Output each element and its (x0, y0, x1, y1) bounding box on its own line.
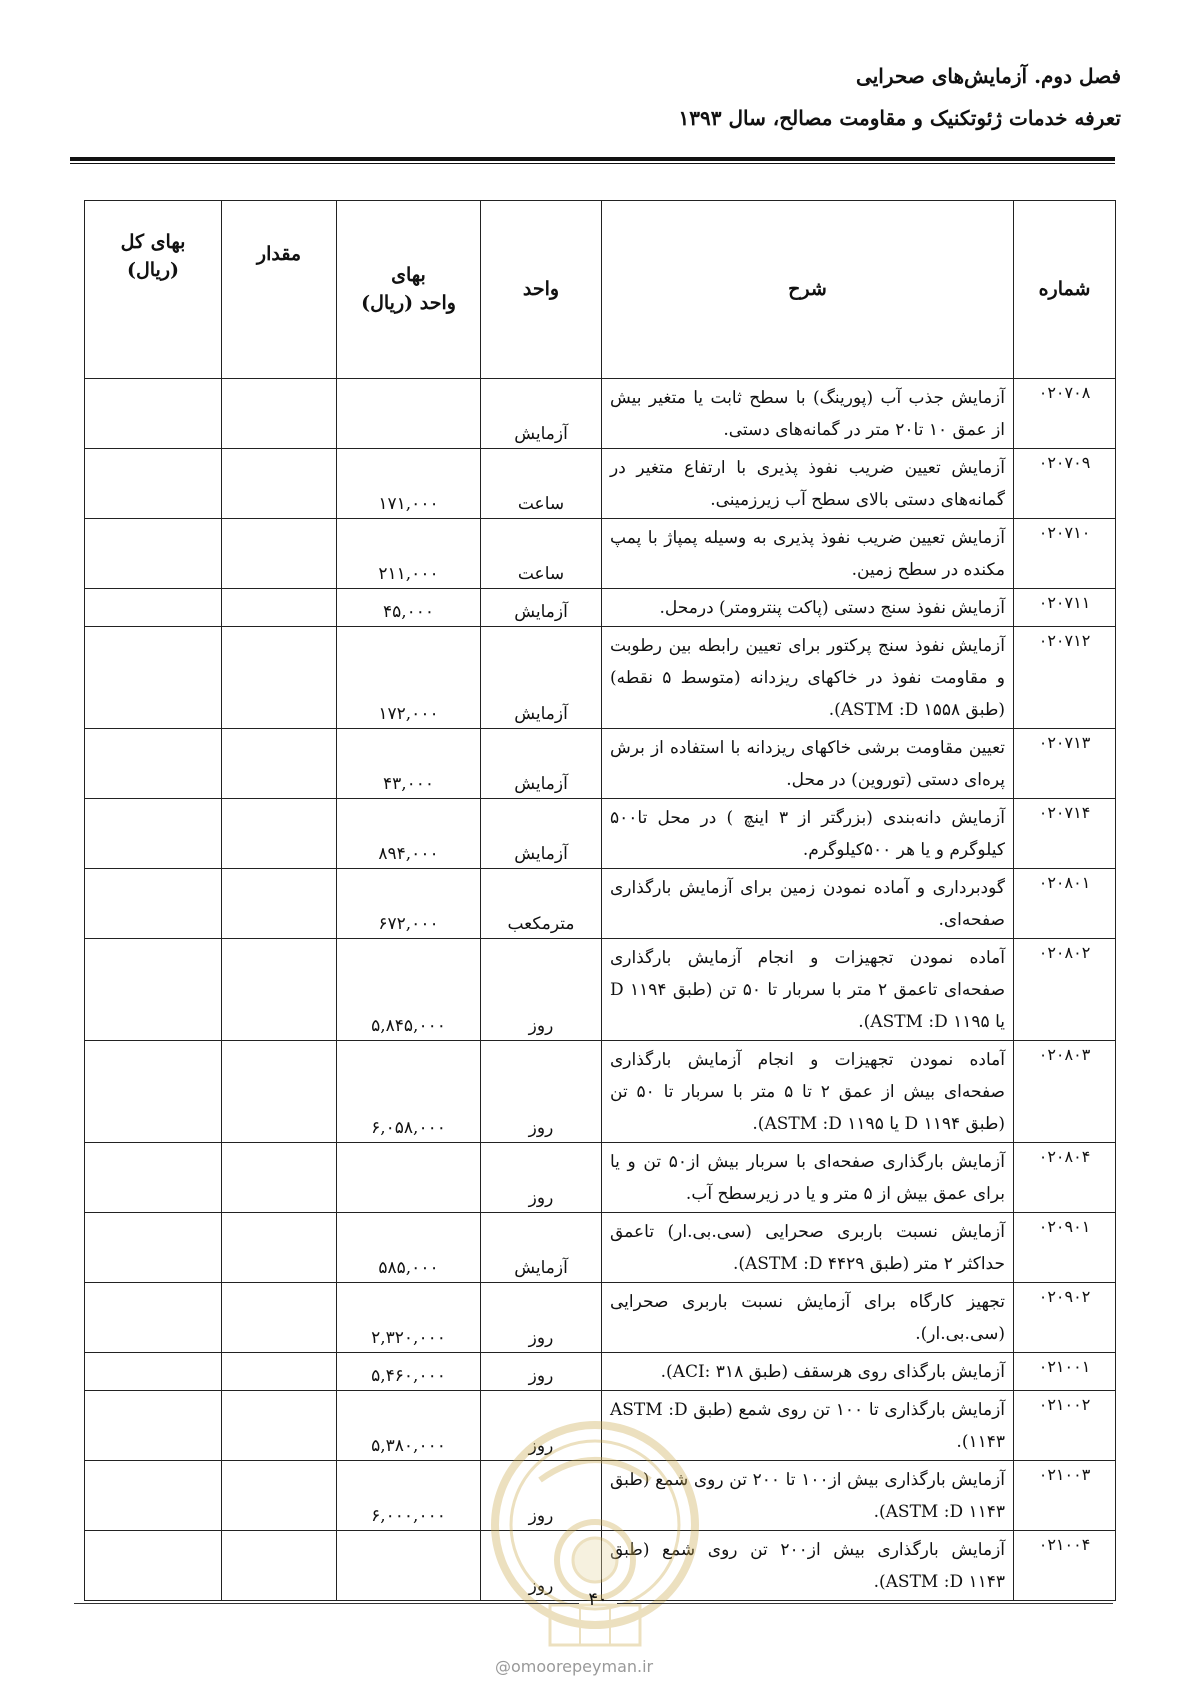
item-number: ۰۲۱۰۰۱ (1014, 1353, 1116, 1391)
item-number: ۰۲۰۷۱۳ (1014, 729, 1116, 799)
item-quantity (222, 799, 337, 869)
item-unit-price: ۵,۸۴۵,۰۰۰ (337, 939, 481, 1041)
item-unit-price (337, 1531, 481, 1601)
item-total (85, 1531, 222, 1601)
item-description: تجهیز کارگاه برای آزمایش نسبت باربری صحرایی (سی.بی.ار). (602, 1283, 1014, 1353)
item-number: ۰۲۱۰۰۲ (1014, 1391, 1116, 1461)
item-total (85, 799, 222, 869)
item-total (85, 519, 222, 589)
item-total (85, 1353, 222, 1391)
table-row (85, 1391, 1116, 1461)
item-unit-price: ۶,۰۰۰,۰۰۰ (337, 1461, 481, 1531)
table-row (85, 589, 1116, 627)
item-total (85, 1213, 222, 1283)
item-unit: آزمایش (481, 799, 602, 869)
item-quantity (222, 589, 337, 627)
item-unit-price (337, 1143, 481, 1213)
table-row (85, 799, 1116, 869)
table-row (85, 939, 1116, 1041)
item-total (85, 869, 222, 939)
item-unit: روز (481, 1283, 602, 1353)
item-description: آزمایش تعیین ضریب نفوذ پذیری با ارتفاع متغیر در گمانه‌های دستی بالای سطح آب زیرزمینی. (602, 449, 1014, 519)
item-quantity (222, 1041, 337, 1143)
item-unit-price: ۵,۴۶۰,۰۰۰ (337, 1353, 481, 1391)
item-description: آزمایش دانه‌بندی (بزرگتر از ۳ اینچ ) در محل تا۵۰۰ کیلوگرم و یا هر ۵۰۰کیلوگرم. (602, 799, 1014, 869)
table-row (85, 729, 1116, 799)
item-unit: روز (481, 1143, 602, 1213)
item-description: آزمایش نسبت باربری صحرایی (سی.بی.ار) تاعمق حداکثر ۲ متر (طبق ASTM :D ۴۴۲۹). (602, 1213, 1014, 1283)
item-unit: روز (481, 1353, 602, 1391)
item-quantity (222, 519, 337, 589)
item-description: آزمایش بارگذاری بیش از۲۰۰ تن روی شمع (طبق ASTM :D ۱۱۴۳). (602, 1531, 1014, 1601)
page-number: ۴۰ (588, 1589, 608, 1610)
item-description: گودبرداری و آماده نمودن زمین برای آزمایش بارگذاری صفحه‌ای. (602, 869, 1014, 939)
column-header-quantity: مقدار (222, 201, 337, 379)
item-number: ۰۲۰۷۱۴ (1014, 799, 1116, 869)
item-quantity (222, 1391, 337, 1461)
item-quantity (222, 1353, 337, 1391)
item-quantity (222, 627, 337, 729)
total-label-line1: بهای کل (120, 231, 186, 253)
column-header-number: شماره (1014, 201, 1116, 379)
table-row (85, 1461, 1116, 1531)
item-number: ۰۲۰۸۰۱ (1014, 869, 1116, 939)
item-unit-price: ۲۱۱,۰۰۰ (337, 519, 481, 589)
item-description: آزمایش بارگذاری بیش از۱۰۰ تا ۲۰۰ تن روی شمع (طبق ASTM :D ۱۱۴۳). (602, 1461, 1014, 1531)
item-total (85, 1041, 222, 1143)
item-unit-price: ۸۹۴,۰۰۰ (337, 799, 481, 869)
item-unit-price: ۵,۳۸۰,۰۰۰ (337, 1391, 481, 1461)
item-unit: آزمایش (481, 1213, 602, 1283)
item-description: آزمایش بارگذاری تا ۱۰۰ تن روی شمع (طبق ASTM :D ۱۱۴۳). (602, 1391, 1014, 1461)
item-quantity (222, 379, 337, 449)
item-unit: ساعت (481, 519, 602, 589)
table-row (85, 1353, 1116, 1391)
item-unit-price (337, 379, 481, 449)
item-quantity (222, 449, 337, 519)
item-quantity (222, 729, 337, 799)
item-number: ۰۲۰۸۰۲ (1014, 939, 1116, 1041)
item-quantity (222, 1531, 337, 1601)
footer-rule-left (74, 1603, 579, 1604)
item-unit-price: ۱۷۱,۰۰۰ (337, 449, 481, 519)
column-header-unit-price (337, 201, 481, 379)
item-unit: آزمایش (481, 379, 602, 449)
item-total (85, 1283, 222, 1353)
item-unit-price: ۶,۰۵۸,۰۰۰ (337, 1041, 481, 1143)
item-total (85, 627, 222, 729)
header-rule-thick (70, 157, 1115, 161)
item-quantity (222, 1461, 337, 1531)
item-number: ۰۲۰۷۱۰ (1014, 519, 1116, 589)
item-unit-price: ۴۵,۰۰۰ (337, 589, 481, 627)
document-title: تعرفه خدمات ژئوتکنیک و مقاومت مصالح، سال ۱۳۹۳ (678, 106, 1121, 130)
item-total (85, 729, 222, 799)
item-unit: آزمایش (481, 729, 602, 799)
table-row (85, 1283, 1116, 1353)
item-total (85, 449, 222, 519)
item-description: آزمایش بارگذاری صفحه‌ای با سربار بیش از۵۰ تن و یا برای عمق بیش از ۵ متر و یا در زیرسطح آب. (602, 1143, 1014, 1213)
item-description: آزمایش بارگذای روی هرسقف (طبق ACI: ۳۱۸). (602, 1353, 1014, 1391)
header-rule-thin (70, 163, 1115, 164)
item-description: آزمایش نفوذ سنج پرکتور برای تعیین رابطه بین رطوبت و مقاومت نفوذ در خاکهای ریزدانه (متوسط ۵ نقطه) (طبق ASTM :D ۱۵۵۸). (602, 627, 1014, 729)
unit-price-label-line2: واحد (ریال) (361, 291, 456, 314)
table-header-row (85, 201, 1116, 379)
item-unit-price: ۲,۳۲۰,۰۰۰ (337, 1283, 481, 1353)
item-unit-price: ۴۳,۰۰۰ (337, 729, 481, 799)
table-row (85, 519, 1116, 589)
table-row (85, 1143, 1116, 1213)
column-header-unit: واحد (481, 201, 602, 379)
item-number: ۰۲۱۰۰۳ (1014, 1461, 1116, 1531)
column-header-total (85, 201, 222, 379)
table-row (85, 379, 1116, 449)
item-total (85, 1143, 222, 1213)
item-total (85, 1391, 222, 1461)
item-description: آزمایش تعیین ضریب نفوذ پذیری به وسیله پمپاژ با پمپ مکنده در سطح زمین. (602, 519, 1014, 589)
item-quantity (222, 1213, 337, 1283)
item-quantity (222, 1283, 337, 1353)
table-row (85, 449, 1116, 519)
item-number: ۰۲۱۰۰۴ (1014, 1531, 1116, 1601)
column-header-description: شرح (602, 201, 1014, 379)
item-unit: روز (481, 939, 602, 1041)
table-row (85, 1213, 1116, 1283)
item-unit-price: ۱۷۲,۰۰۰ (337, 627, 481, 729)
item-unit-price: ۶۷۲,۰۰۰ (337, 869, 481, 939)
item-unit: آزمایش (481, 589, 602, 627)
table-row (85, 627, 1116, 729)
item-number: ۰۲۰۹۰۲ (1014, 1283, 1116, 1353)
item-total (85, 379, 222, 449)
item-number: ۰۲۰۷۰۹ (1014, 449, 1116, 519)
item-description: آماده نمودن تجهیزات و انجام آزمایش بارگذاری صفحه‌ای بیش از عمق ۲ تا ۵ متر با سربار تا ۵۰ تن (طبق ۱۱۹۴ D یا ۱۱۹۵ ASTM :D). (602, 1041, 1014, 1143)
item-total (85, 589, 222, 627)
item-quantity (222, 939, 337, 1041)
table-row (85, 1041, 1116, 1143)
table-row (85, 869, 1116, 939)
item-total (85, 939, 222, 1041)
item-description: آماده نمودن تجهیزات و انجام آزمایش بارگذاری صفحه‌ای تاعمق ۲ متر با سربار تا ۵۰ تن (طبق ۱۱۹۴ D یا ۱۱۹۵ ASTM :D). (602, 939, 1014, 1041)
item-quantity (222, 1143, 337, 1213)
footer-rule-right (617, 1603, 1113, 1604)
item-total (85, 1461, 222, 1531)
total-label-line2: (ریال) (126, 258, 180, 281)
item-number: ۰۲۰۹۰۱ (1014, 1213, 1116, 1283)
item-number: ۰۲۰۷۱۱ (1014, 589, 1116, 627)
website-watermark: @omoorepeyman.ir (495, 1657, 654, 1676)
item-number: ۰۲۰۸۰۴ (1014, 1143, 1116, 1213)
item-unit: روز (481, 1461, 602, 1531)
item-unit: ساعت (481, 449, 602, 519)
chapter-heading: فصل دوم. آزمایش‌های صحرایی (856, 64, 1121, 88)
item-unit: مترمکعب (481, 869, 602, 939)
item-unit-price: ۵۸۵,۰۰۰ (337, 1213, 481, 1283)
item-number: ۰۲۰۷۰۸ (1014, 379, 1116, 449)
item-quantity (222, 869, 337, 939)
item-description: آزمایش جذب آب (پورینگ) با سطح ثابت یا متغیر بیش از عمق ۱۰ تا۲۰ متر در گمانه‌های دستی. (602, 379, 1014, 449)
item-number: ۰۲۰۸۰۳ (1014, 1041, 1116, 1143)
item-number: ۰۲۰۷۱۲ (1014, 627, 1116, 729)
item-unit: روز (481, 1531, 602, 1601)
tariff-table (84, 200, 1116, 1601)
item-unit: روز (481, 1041, 602, 1143)
item-unit: آزمایش (481, 627, 602, 729)
item-description: تعیین مقاومت برشی خاکهای ریزدانه با استفاده از برش پره‌ای دستی (توروین) در محل. (602, 729, 1014, 799)
unit-price-label-line1: بهای (391, 263, 426, 286)
item-unit: روز (481, 1391, 602, 1461)
item-description: آزمایش نفوذ سنج دستی (پاکت پنترومتر) درمحل. (602, 589, 1014, 627)
